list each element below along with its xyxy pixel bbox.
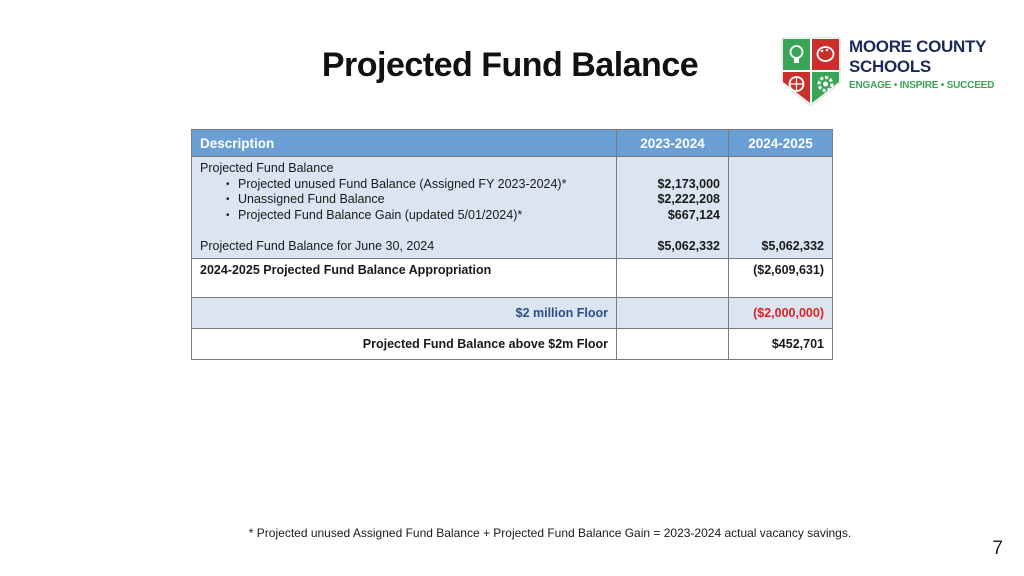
- floor-label: $2 million Floor: [192, 298, 617, 329]
- value-cell: $667,124: [667, 207, 720, 222]
- total-fy1: $5,062,332: [657, 238, 720, 253]
- fund-balance-table: [191, 129, 833, 360]
- moore-county-schools-logo: [781, 37, 1013, 107]
- table-row-floor: [192, 298, 833, 329]
- list-item: • Projected unused Fund Balance (Assigned FY 2023-2024)*: [226, 177, 608, 193]
- above-floor-label: Projected Fund Balance above $2m Floor: [192, 329, 617, 360]
- list-item: • Projected Fund Balance Gain (updated 5/01/2024)*: [226, 208, 608, 224]
- empty-cell: [617, 298, 729, 329]
- fy-2024-2025-values: [729, 157, 833, 259]
- header-description: Description: [192, 130, 617, 157]
- slide-title: Projected Fund Balance: [321, 46, 699, 84]
- floor-value: ($2,000,000): [729, 298, 833, 329]
- page-number: 7: [992, 538, 1003, 559]
- logo-tagline: ENGAGE • INSPIRE • SUCCEED: [849, 80, 995, 91]
- header-fy-2024-2025: 2024-2025: [729, 130, 833, 157]
- logo-name-line2: SCHOOLS: [849, 57, 931, 76]
- table-row-appropriation: [192, 259, 833, 298]
- table-row-above-floor: [192, 329, 833, 360]
- footnote: * Projected unused Assigned Fund Balance + Projected Fund Balance Gain = 2023-2024 actual vacancy savings.: [248, 526, 852, 540]
- appropriation-value: ($2,609,631): [729, 259, 833, 298]
- table-header-row: [192, 130, 833, 157]
- total-label: Projected Fund Balance for June 30, 2024: [200, 238, 435, 253]
- school-shield-icon: [781, 37, 841, 107]
- empty-cell: [617, 259, 729, 298]
- description-cell: [192, 157, 617, 259]
- list-item: • Unassigned Fund Balance: [226, 192, 608, 208]
- component-list: [200, 177, 608, 224]
- header-fy-2023-2024: 2023-2024: [617, 130, 729, 157]
- total-fy2: $5,062,332: [761, 238, 824, 253]
- value-cell: $2,173,000: [657, 176, 720, 191]
- empty-cell: [617, 329, 729, 360]
- value-cell: $2,222,208: [657, 192, 720, 206]
- fy-2023-2024-values: [617, 157, 729, 259]
- appropriation-label: 2024-2025 Projected Fund Balance Appropriation: [192, 259, 617, 298]
- above-floor-value: $452,701: [729, 329, 833, 360]
- section-heading: Projected Fund Balance: [200, 161, 334, 175]
- logo-name-line1: MOORE COUNTY: [849, 37, 987, 56]
- table-row-projected-fund-balance: [192, 157, 833, 259]
